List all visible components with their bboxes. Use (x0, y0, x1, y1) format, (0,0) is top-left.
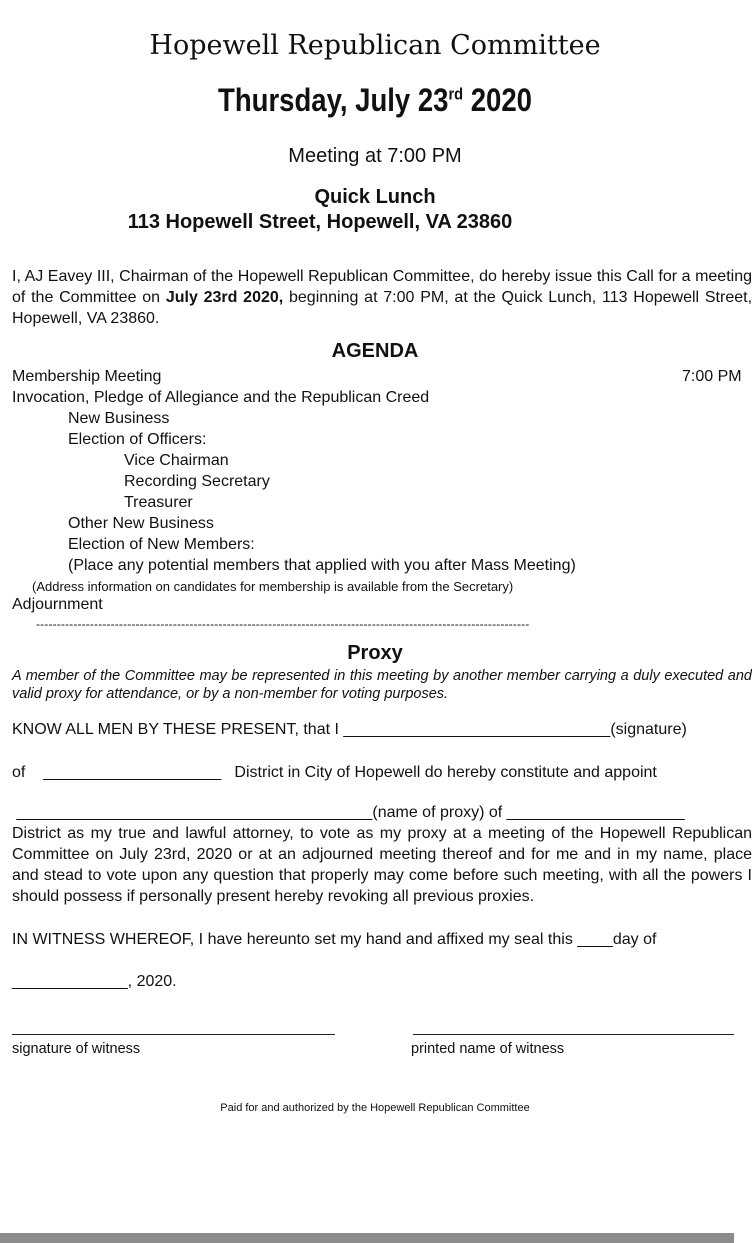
org-title: Hopewell Republican Committee (149, 30, 601, 61)
agenda-item: Adjournment (12, 596, 103, 613)
call-text-2: beginning at 7:00 PM, at the Quick Lunch, 113 Hopewell Street, Hopewell, VA 23860. (12, 289, 752, 327)
date-year: 2020 (463, 82, 532, 118)
meeting-date (53, 82, 698, 119)
venue-name: Quick Lunch (314, 186, 436, 208)
venue-address: 113 Hopewell Street, Hopewell, VA 23860 (127, 211, 513, 233)
proxy-title: Proxy (347, 642, 403, 664)
agenda-item: (Place any potential members that applied with you after Mass Meeting) (68, 557, 576, 574)
agenda-item: Other New Business (68, 515, 214, 532)
agenda-item: Invocation, Pledge of Allegiance and the Republican Creed (12, 389, 430, 406)
date-suffix: rd (448, 84, 464, 104)
agenda-item: Treasurer (124, 494, 193, 511)
know-all-men-line: KNOW ALL MEN BY THESE PRESENT, that I ______________________________(signature) (12, 721, 687, 738)
proxy-name-line: ________________________________________(name of proxy) of ____________________ (12, 804, 685, 821)
footer-disclaimer: Paid for and authorized by the Hopewell Republican Committee (220, 1102, 530, 1114)
call-text-1: I, AJ Eavey III, Chairman of the Hopewell Republican Committee, do hereby issue this Call for a meeting of the Committee on (12, 268, 752, 306)
proxy-body: District as my true and lawful attorney, to vote as my proxy at a meeting of the Hopewell Republican Committee on July 23rd, 2020 or at an adjourned meeting thereof and for me and in my name, place and stead to vote upon any question that properly may come before such meeting, with all the powers I should possess if personally present hereby revoking all previous proxies. (12, 825, 752, 905)
bottom-bar (0, 1233, 734, 1243)
meeting-time: Meeting at 7:00 PM (288, 145, 462, 167)
signature-of-witness-label: signature of witness (12, 1041, 141, 1057)
agenda-item: Recording Secretary (124, 473, 270, 490)
call-paragraph (12, 266, 752, 329)
agenda-time: 7:00 PM (682, 368, 742, 385)
agenda-item: Membership Meeting (12, 368, 162, 385)
agenda-item: Vice Chairman (124, 452, 229, 469)
witness-signature-line (12, 1034, 335, 1035)
agenda-item: New Business (68, 410, 170, 427)
witness-printed-name-line (413, 1034, 734, 1035)
dashed-divider: ----------------------------------------------------------------------------------------------------------------------- (36, 617, 530, 631)
agenda-item: Election of New Members: (68, 536, 255, 553)
agenda-item: Election of Officers: (68, 431, 207, 448)
date-main: Thursday, July 23 (218, 82, 449, 118)
printed-name-of-witness-label: printed name of witness (411, 1041, 565, 1057)
witness-line: IN WITNESS WHEREOF, I have hereunto set my hand and affixed my seal this ____day of (12, 931, 657, 948)
district-line: of ____________________ District in City of Hopewell do hereby constitute and appoint (12, 764, 657, 781)
agenda-title: AGENDA (331, 340, 419, 362)
year-line: _____________, 2020. (12, 973, 177, 990)
agenda-note: (Address information on candidates for membership is available from the Secretary) (32, 579, 514, 594)
proxy-intro: A member of the Committee may be represented in this meeting by another member carrying a duly executed and valid proxy for attendance, or by a non-member for voting purposes. (12, 668, 752, 702)
call-date: July 23rd 2020, (165, 289, 284, 306)
